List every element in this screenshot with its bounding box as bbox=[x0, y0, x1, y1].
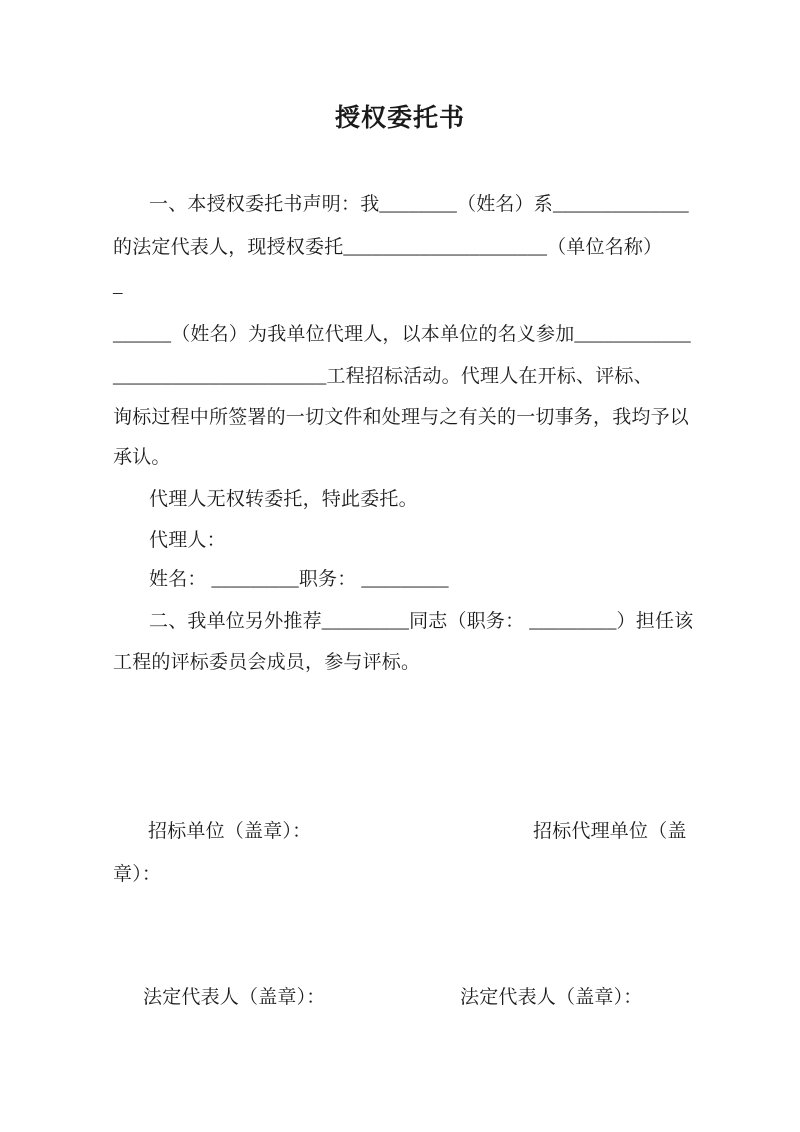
tender-unit-seal-label: 招标单位（盖章）： bbox=[148, 821, 312, 842]
clause1-wrapped-underline-dash: – bbox=[113, 282, 123, 303]
document-title: 授权委托书 bbox=[334, 105, 465, 132]
clause2-line2: 工程的评标委员会成员，参与评标。 bbox=[113, 652, 421, 673]
clause1-line6: 询标过程中所签署的一切文件和处理与之有关的一切事务，我均予以 bbox=[113, 407, 690, 428]
tender-agency-seal-label-wrap: 章）： bbox=[113, 864, 162, 885]
clause1-no-subdelegation-line: 代理人无权转委托，特此委托。 bbox=[149, 489, 418, 510]
legal-representative-seal-label-right: 法定代表人（盖章）： bbox=[460, 987, 643, 1008]
clause1-line2: 的法定代表人，现授权委托_____________________（单位名称） bbox=[113, 237, 663, 258]
clause2-line1: 二、我单位另外推荐_________同志（职务： _________）担任该 bbox=[149, 611, 694, 632]
clause1-line5: ______________________工程招标活动。代理人在开标、评标、 bbox=[113, 366, 653, 387]
clause1-line4: ______（姓名）为我单位代理人，以本单位的名义参加____________ bbox=[113, 324, 691, 345]
legal-representative-seal-label-left: 法定代表人（盖章）： bbox=[143, 987, 326, 1008]
tender-agency-seal-label: 招标代理单位（盖 bbox=[533, 821, 687, 842]
agent-name-title-blanks-line: 姓名： _________职务： _________ bbox=[149, 569, 449, 590]
clause1-line7: 承认。 bbox=[113, 447, 171, 468]
clause1-line1: 一、本授权委托书声明：我________（姓名）系______________ bbox=[149, 194, 689, 215]
agent-label-line: 代理人： bbox=[149, 530, 226, 551]
